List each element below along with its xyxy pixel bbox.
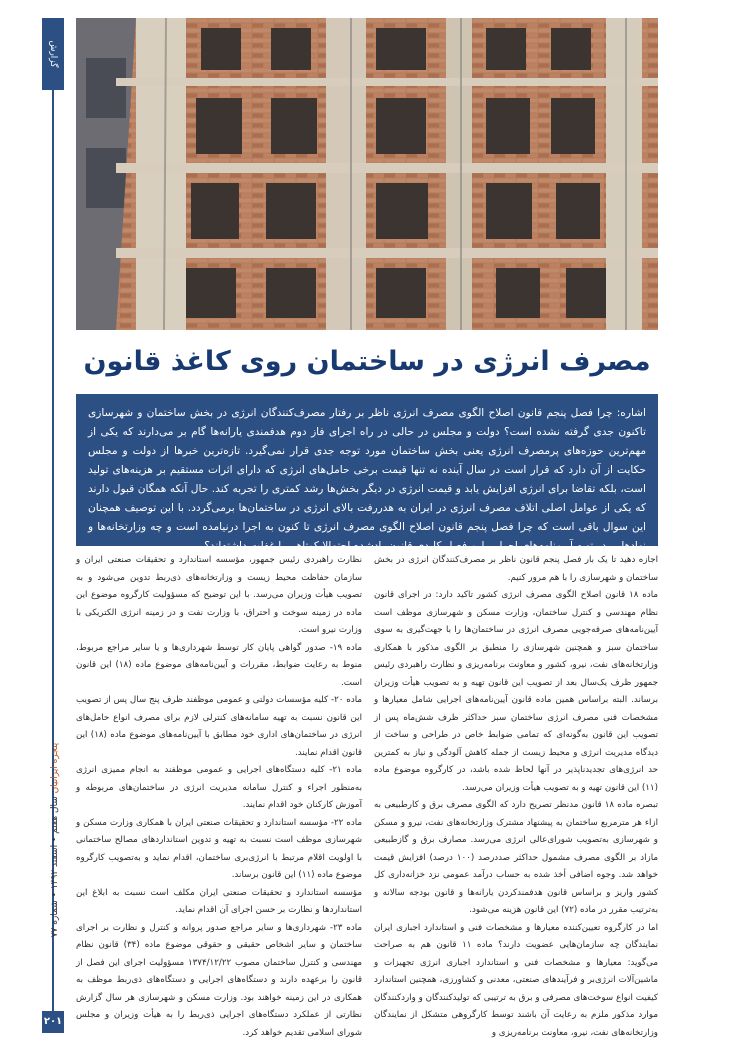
- section-tab: [42, 18, 64, 90]
- section-label: گزارش: [48, 40, 58, 68]
- paragraph: تبصره ماده ۱۸ قانون مدنظر تصریح دارد که الگوی مصرف برق و کارطبیعی به ازاء هر مترمربع ساختمان به پیشنهاد مشترک وزارتخانه‌های نفت، نیرو و مسکن و شهرسازی به‌تصویب شورای‌عالی انرژی می‌رسد. مصارف برق و گازطبیعی مازاد بر الگوی مصرف مشمول حداکثر صددرصد (۱۰۰ درصد) افزایش قیمت خواهد شد. وجوه اضافی أخذ شده به حساب درآمد عمومی نزد خزانه‌داری کل کشور واریز و براساس قانون هدفمندکردن یارانه‌ها و قانون بودجه سالانه و به‌ترتیب مقرر در ماده (۷۲) این قانون هزینه می‌شود.: [374, 800, 658, 915]
- issue-info: سال هفتم • اسفند ۱۳۹۲ • شماره ۷۷: [50, 796, 60, 938]
- building-facade-photo: [76, 18, 658, 330]
- paragraph: ماده ۲۳- شهرداری‌ها و سایر مراجع صدور پروانه و کنترل و نظارت بر اجرای ساختمان و سایر اشخاص حقیقی و حقوقی موضوع ماده (۳۴) قانون نظام مهندسی و کنترل ساختمان مصوب ۱۳۷۴/۱۲/۲۲ مسؤولیت اجرای این فصل از قانون را برعهده دارند و دستگاه‌های اجرایی و دستگاه‌های ذی‌ربط موظف به همکاری در این زمینه خواهند بود. وزارت مسکن و شهرسازی هر سال گزارش نظارتی از عملکرد دستگاه‌های اجرایی ذی‌ربط را به هیأت وزیران و مجلس شورای اسلامی تقدیم خواهد کرد.: [76, 922, 363, 1038]
- paragraph: ماده ۱۹- صدور گواهی پایان کار توسط شهرداری‌ها و یا سایر مراجع مربوط، منوط به رعایت ضوابط، مقررات و آیین‌نامه‌های موضوع ماده (۱۸) این قانون است.: [76, 642, 362, 688]
- paragraph: اما در کارگروه تعیین‌کننده معیارها و مشخصات فنی و استاندارد اجباری ایران نمایندگان چه سازمان‌هایی عضویت دارند؟ ماده ۱۱ قانون هم به صراحت می‌گوید: معیارها و مشخصات فنی و استاندارد اجباری انرژی تجهیزات و ماشین‌آلات انرژی‌بر و فرآیندهای صنعتی، معدنی و کشاورزی، همچنین استاندارد کیفیت انواع سوخت‌های مصرفی و برق به ترتیبی که تولیدکنندگان و واردکنندگان موارد مذکور ملزم به رعایت آن باشند توسط کارگروهی متشکل از نمایندگان وزارتخانه‌های نفت، نیرو، معاونت برنامه‌ریزی و: [374, 922, 658, 1038]
- article-title: مصرف انرژی در ساختمان روی کاغذ قانون: [83, 346, 651, 377]
- paragraph: ماده ۲۲- مؤسسه استاندارد و تحقیقات صنعتی ایران با همکاری وزارت مسکن و شهرسازی موظف است نسبت به تهیه و تدوین استانداردهای مصالح ساختمانی با اولویت اقلام مرتبط با انرژی‌بری ساختمان، اقدام نماید و به‌تصویب کارگروه موضوع ماده (۱۱) این قانون برساند.: [76, 817, 363, 880]
- paragraph: نظارت راهبردی رئیس جمهور، مؤسسه استاندارد و تحقیقات صنعتی ایران و سازمان حفاظت محیط زیست و وزارتخانه‌های ذی‌ربط تدوین می‌شود و به تصویب هیأت وزیران می‌رسد. با این توضیح که مسؤولیت کارگروه موضوع این ماده در زمینه سوخت و احتراق، با وزارت نفت و در زمینه انرژی الکتریکی با وزارت نیرو است.: [76, 555, 362, 635]
- page-number: ۲۰۱: [42, 1011, 64, 1033]
- building-photo: [76, 18, 658, 330]
- paragraph: ماده ۲۱- کلیه دستگاه‌های اجرایی و عمومی موظفند به انجام ممیزی انرژی به‌منظور اجراء و کنترل سامانه مدیریت انرژی در ساختمان‌های مربوطه و آموزش کارکنان خود اقدام نمایند.: [76, 765, 363, 810]
- paragraph: اجازه دهید تا یک بار فصل پنجم قانون ناظر بر مصرف‌کنندگان انرژی در بخش ساختمان و شهرسازی را با هم مرور کنیم.: [374, 555, 658, 583]
- paragraph: ماده ۲۰- کلیه مؤسسات دولتی و عمومی موظفند ظرف پنج سال پس از تصویب این قانون نسبت به تهیه سامانه‌های کنترلی لازم برای مصرف انواع حامل‌های انرژی در ساختمان‌های اداری خود مطابق با آیین‌نامه‌های موضوع ماده (۱۸) این قانون اقدام نمایند.: [76, 695, 363, 758]
- article-column-left: [76, 552, 363, 1038]
- publication-info: [50, 743, 60, 938]
- paragraph: مؤسسه استاندارد و تحقیقات صنعتی ایران مکلف است نسبت به ابلاغ این استانداردها و نظارت بر حسن اجرای آن اقدام نماید.: [76, 887, 362, 915]
- article-lead: اشاره: چرا فصل پنجم قانون اصلاح الگوی مصرف انرژی ناظر بر رفتار مصرف‌کنندگان انرژی در بخش ساختمان و شهرسازی تاکنون جدی گرفته نشده است؟ دولت و مجلس در حالی در راه اجرای فاز دوم هدفمندی یارانه‌ها گام بر می‌دارند که یکی از مهم‌ترین حوزه‌های پرمصرف انرژی یعنی بخش ساختمان مورد توجه جدی قرار نمی‌گیرد. تازه‌ترین خبرها از دولت و مجلس حکایت از آن دارد که قرار است در سال آینده نه تنها قیمت برخی حامل‌های انرژی که دارای اثرات مستقیم بر هزینه‌های تولید است، بلکه تقاضا برای انرژی افزایش یابد و قیمت انرژی در دیگر بخش‌ها رشد کمتری را تجربه کند. حال آنکه همگان قبول دارند که یکی از عوامل اصلی اتلاف مصرف انرژی در ایران به هدررفت بالای انرژی در ساختمان‌ها برمی‌گردد. با این توصیف همچنان این سوال باقی است که چرا فصل پنجم قانون اصلاح الگوی مصرف انرژی تا کنون به اجرا درنیامده است و چه وزارتخانه‌ها و نهادهایی در تهیه آیین‌نامه‌های اجرایی این فصل کلیدی قانون یادشده احتمالا کوتاهی یا غفلت داشته‌اند؟: [76, 394, 658, 546]
- paragraph: ماده ۱۸ قانون اصلاح الگوی مصرف انرژی کشور تاکید دارد: در اجرای قانون نظام مهندسی و کنترل ساختمان، وزارت مسکن و شهرسازی موظف است آیین‌نامه‌های صرفه‌جویی مصرف انرژی در ساختمان‌ها را با جهت‌گیری به سوی ساختمان سبز و همچنین شهرسازی را منطبق بر الگوی مذکور با همکاری وزارتخانه‌های نفت، نیرو، کشور و معاونت برنامه‌ریزی و نظارت راهبردی رئیس جمهور ظرف یک‌سال بعد از تصویب این قانون تهیه و به تصویب هیأت وزیران برساند. البته براساس همین ماده قانون آیین‌نامه‌های اجرایی شامل معیارها و مشخصات فنی مصرف انرژی ساختمان سبز حداکثر ظرف شش‌ماه پس از تصویب این قانون به‌گونه‌ای که تمامی ضوابط خاص در طراحی و ساخت از دیدگاه مدیریت انرژی و محیط زیست از جمله کاهش آلودگی و نیاز به کمترین حد انرژی‌های تجدیدناپذیر در آنها لحاظ شده باشد، در کارگروه موضوع ماده (۱۱) این قانون تهیه و به تصویب هیأت وزیران می‌رسد.: [374, 590, 659, 793]
- article-column-right: [374, 552, 659, 1038]
- magazine-name: پنجره ایرانیان: [50, 742, 60, 794]
